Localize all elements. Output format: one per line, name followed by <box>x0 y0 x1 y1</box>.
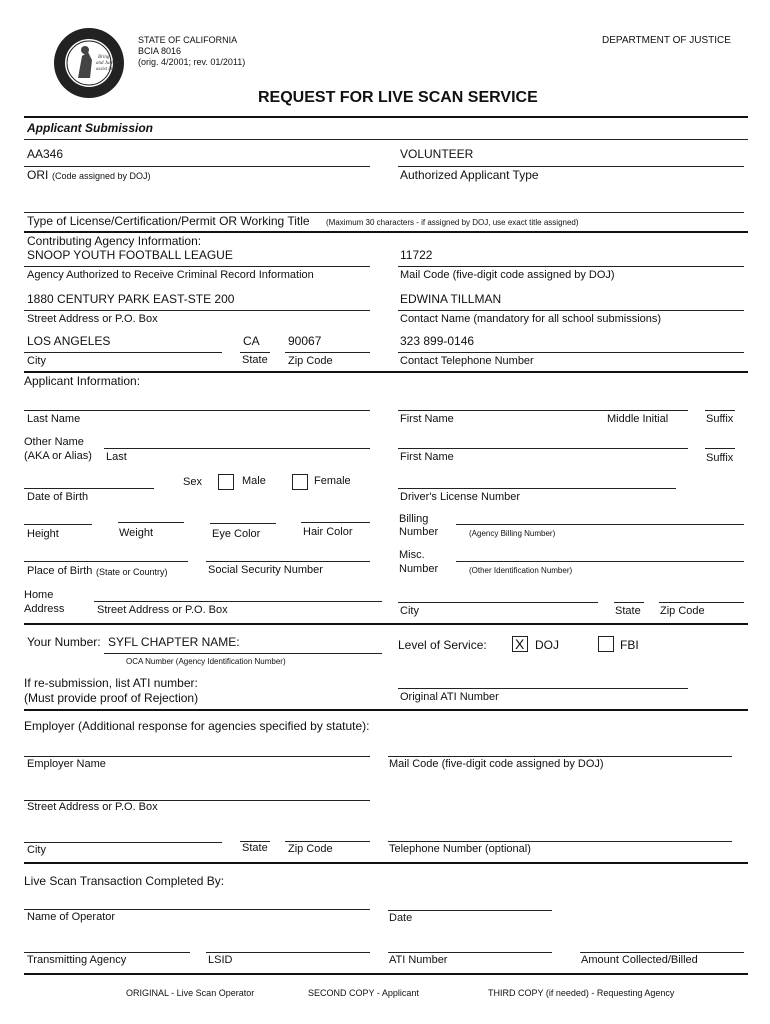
employer-city-line <box>24 842 222 843</box>
your-number-value[interactable]: SYFL CHAPTER NAME: <box>108 635 240 649</box>
home-state-line <box>614 602 644 603</box>
ati-number-label: ATI Number <box>389 954 448 966</box>
contact-name-label: Contact Name (mandatory for all school submissions) <box>400 313 662 325</box>
dl-line <box>398 488 676 489</box>
employer-heading: Employer (Additional response for agencies specified by statute): <box>24 719 370 733</box>
home-street-label: Street Address or P.O. Box <box>97 604 228 616</box>
applicant-type-value[interactable]: VOLUNTEER <box>400 147 474 161</box>
lsid-line <box>206 952 370 953</box>
mail-code-label: Mail Code (five-digit code assigned by DOJ) <box>400 269 615 281</box>
billing-number-label: Number <box>399 526 439 538</box>
your-number-label: Your Number: <box>27 635 101 649</box>
agency-rule <box>24 231 748 233</box>
home-street-line <box>94 601 382 602</box>
female-label: Female <box>314 475 351 487</box>
footer-original: ORIGINAL - Live Scan Operator <box>126 988 255 998</box>
agency-city-value[interactable]: LOS ANGELES <box>27 334 111 348</box>
first-name-line <box>398 410 688 411</box>
doj-check-mark: X <box>515 636 525 652</box>
employer-name-label: Employer Name <box>27 758 106 770</box>
weight-label: Weight <box>119 527 154 539</box>
employer-mail-code-line <box>388 756 732 757</box>
agency-name-line <box>24 266 370 267</box>
weight-line <box>118 522 184 523</box>
sex-label: Sex <box>183 476 202 488</box>
your-number-line <box>104 653 382 654</box>
home-zip-line <box>659 602 744 603</box>
agency-city-line <box>24 352 222 353</box>
dob-label: Date of Birth <box>27 491 89 503</box>
agency-zip-label: Zip Code <box>288 355 333 367</box>
agency-name-value[interactable]: SNOOP YOUTH FOOTBALL LEAGUE <box>27 248 233 262</box>
agency-street-line <box>24 310 370 311</box>
employer-state-label: State <box>242 842 268 854</box>
svg-text:Bring: Bring <box>98 55 110 60</box>
license-label: Type of License/Certification/Permit OR Working Title <box>27 214 310 228</box>
suffix-line <box>705 410 735 411</box>
divider <box>24 139 748 140</box>
mail-code-line <box>398 266 744 267</box>
resubmission-label: If re-submission, list ATI number: <box>24 676 198 690</box>
header-state: STATE OF CALIFORNIA <box>138 35 238 45</box>
ssn-line <box>206 561 370 562</box>
contact-name-line <box>398 310 744 311</box>
employer-zip-label: Zip Code <box>288 843 333 855</box>
license-note: (Maximum 30 characters - if assigned by DOJ, use exact title assigned) <box>326 218 579 227</box>
contact-phone-line <box>398 352 744 353</box>
agency-heading: Contributing Agency Information: <box>27 234 202 248</box>
applicant-rule <box>24 371 748 373</box>
home-address-label: Address <box>24 603 65 615</box>
employer-street-label: Street Address or P.O. Box <box>27 801 158 813</box>
other-name-label: Other Name <box>24 436 84 448</box>
agency-state-line <box>240 352 270 353</box>
original-ati-line <box>398 688 688 689</box>
other-last-line <box>104 448 370 449</box>
misc-line <box>456 561 744 562</box>
misc-label: Misc. <box>399 549 425 561</box>
suffix-label: Suffix <box>706 413 734 425</box>
contact-phone-value[interactable]: 323 899-0146 <box>400 334 475 348</box>
agency-zip-line <box>285 352 370 353</box>
doj-seal-logo <box>52 26 126 100</box>
applicant-heading: Applicant Information: <box>24 374 141 388</box>
home-city-label: City <box>400 605 419 617</box>
ori-label: ORI <box>27 168 49 182</box>
home-state-label: State <box>615 605 641 617</box>
agency-city-label: City <box>27 355 46 367</box>
section-applicant-submission: Applicant Submission <box>27 121 154 135</box>
hair-color-line <box>301 522 370 523</box>
last-name-label: Last Name <box>27 413 81 425</box>
operator-line <box>24 909 370 910</box>
oca-note: OCA Number (Agency Identification Number) <box>126 657 286 666</box>
top-rule <box>24 116 748 118</box>
header-department: DEPARTMENT OF JUSTICE <box>602 35 731 46</box>
home-zip-label: Zip Code <box>660 605 705 617</box>
last-name-line <box>24 410 370 411</box>
agency-street-value[interactable]: 1880 CENTURY PARK EAST-STE 200 <box>27 292 235 306</box>
other-first-line <box>398 448 688 449</box>
your-number-rule <box>24 623 748 625</box>
agency-state-value[interactable]: CA <box>243 334 260 348</box>
pob-label: Place of Birth <box>27 565 93 577</box>
dl-label: Driver's License Number <box>400 491 521 503</box>
original-ati-label: Original ATI Number <box>400 691 499 703</box>
ati-number-line <box>388 952 552 953</box>
footer-rule <box>24 973 748 975</box>
license-line <box>24 212 744 213</box>
employer-city-label: City <box>27 844 46 856</box>
lsid-label: LSID <box>208 954 233 966</box>
eye-color-label: Eye Color <box>212 528 261 540</box>
svg-text:assist law: assist law <box>96 67 116 72</box>
fbi-label: FBI <box>620 638 639 652</box>
misc-note: (Other Identification Number) <box>469 566 573 575</box>
employer-mail-code-label: Mail Code (five-digit code assigned by DOJ) <box>389 758 604 770</box>
employer-phone-line <box>388 841 732 842</box>
home-label: Home <box>24 589 54 601</box>
employer-name-line <box>24 756 370 757</box>
pob-line <box>24 561 188 562</box>
mail-code-value[interactable]: 11722 <box>400 248 433 262</box>
first-name-label: First Name <box>400 413 454 425</box>
transmitting-agency-line <box>24 952 190 953</box>
contact-name-value[interactable]: EDWINA TILLMAN <box>400 292 502 306</box>
contact-phone-label: Contact Telephone Number <box>400 355 534 367</box>
header-form-id: BCIA 8016 <box>138 46 182 56</box>
resubmission-note: (Must provide proof of Rejection) <box>24 691 199 705</box>
footer-third-copy: THIRD COPY (if needed) - Requesting Agency <box>488 988 675 998</box>
ori-note: (Code assigned by DOJ) <box>52 171 151 181</box>
completed-rule <box>24 862 748 864</box>
doj-label: DOJ <box>535 638 559 652</box>
height-label: Height <box>27 528 59 540</box>
ori-value[interactable]: AA346 <box>27 147 64 161</box>
hair-color-label: Hair Color <box>303 526 353 538</box>
dob-line <box>24 488 154 489</box>
other-name-aka-label: (AKA or Alias) <box>24 450 92 462</box>
applicant-type-label: Authorized Applicant Type <box>400 168 539 182</box>
amount-line <box>580 952 744 953</box>
pob-note: (State or Country) <box>96 567 168 577</box>
home-city-line <box>398 602 598 603</box>
other-first-label: First Name <box>400 451 454 463</box>
ssn-label: Social Security Number <box>208 564 323 576</box>
applicant-type-line <box>398 166 744 167</box>
male-label: Male <box>242 475 266 487</box>
billing-label: Billing <box>399 513 429 525</box>
agency-state-label: State <box>242 354 268 366</box>
middle-initial-label: Middle Initial <box>607 413 669 425</box>
transmitting-agency-label: Transmitting Agency <box>27 954 127 966</box>
amount-label: Amount Collected/Billed <box>581 954 698 966</box>
date-label: Date <box>389 912 413 924</box>
ori-line <box>24 166 370 167</box>
female-checkbox[interactable] <box>292 474 308 490</box>
male-checkbox[interactable] <box>218 474 234 490</box>
employer-rule <box>24 709 748 711</box>
header-revision: (orig. 4/2001; rev. 01/2011) <box>138 57 246 67</box>
agency-street-label: Street Address or P.O. Box <box>27 313 158 325</box>
completed-heading: Live Scan Transaction Completed By: <box>24 874 225 888</box>
svg-text:and Justice: and Justice <box>96 61 119 66</box>
other-suffix-line <box>705 448 735 449</box>
employer-phone-label: Telephone Number (optional) <box>389 843 531 855</box>
agency-zip-value[interactable]: 90067 <box>288 334 322 348</box>
height-line <box>24 524 92 525</box>
eye-color-line <box>210 523 276 524</box>
employer-zip-line <box>285 841 370 842</box>
footer-second-copy: SECOND COPY - Applicant <box>308 988 419 998</box>
fbi-checkbox[interactable] <box>598 636 614 652</box>
other-last-label: Last <box>106 451 127 463</box>
billing-note: (Agency Billing Number) <box>469 529 556 538</box>
level-of-service-label: Level of Service: <box>398 638 487 652</box>
agency-name-label: Agency Authorized to Receive Criminal Record Information <box>27 269 314 281</box>
operator-label: Name of Operator <box>27 911 116 923</box>
misc-number-label: Number <box>399 563 439 575</box>
billing-line <box>456 524 744 525</box>
page-title: REQUEST FOR LIVE SCAN SERVICE <box>258 89 538 106</box>
other-suffix-label: Suffix <box>706 452 734 464</box>
date-line <box>388 910 552 911</box>
